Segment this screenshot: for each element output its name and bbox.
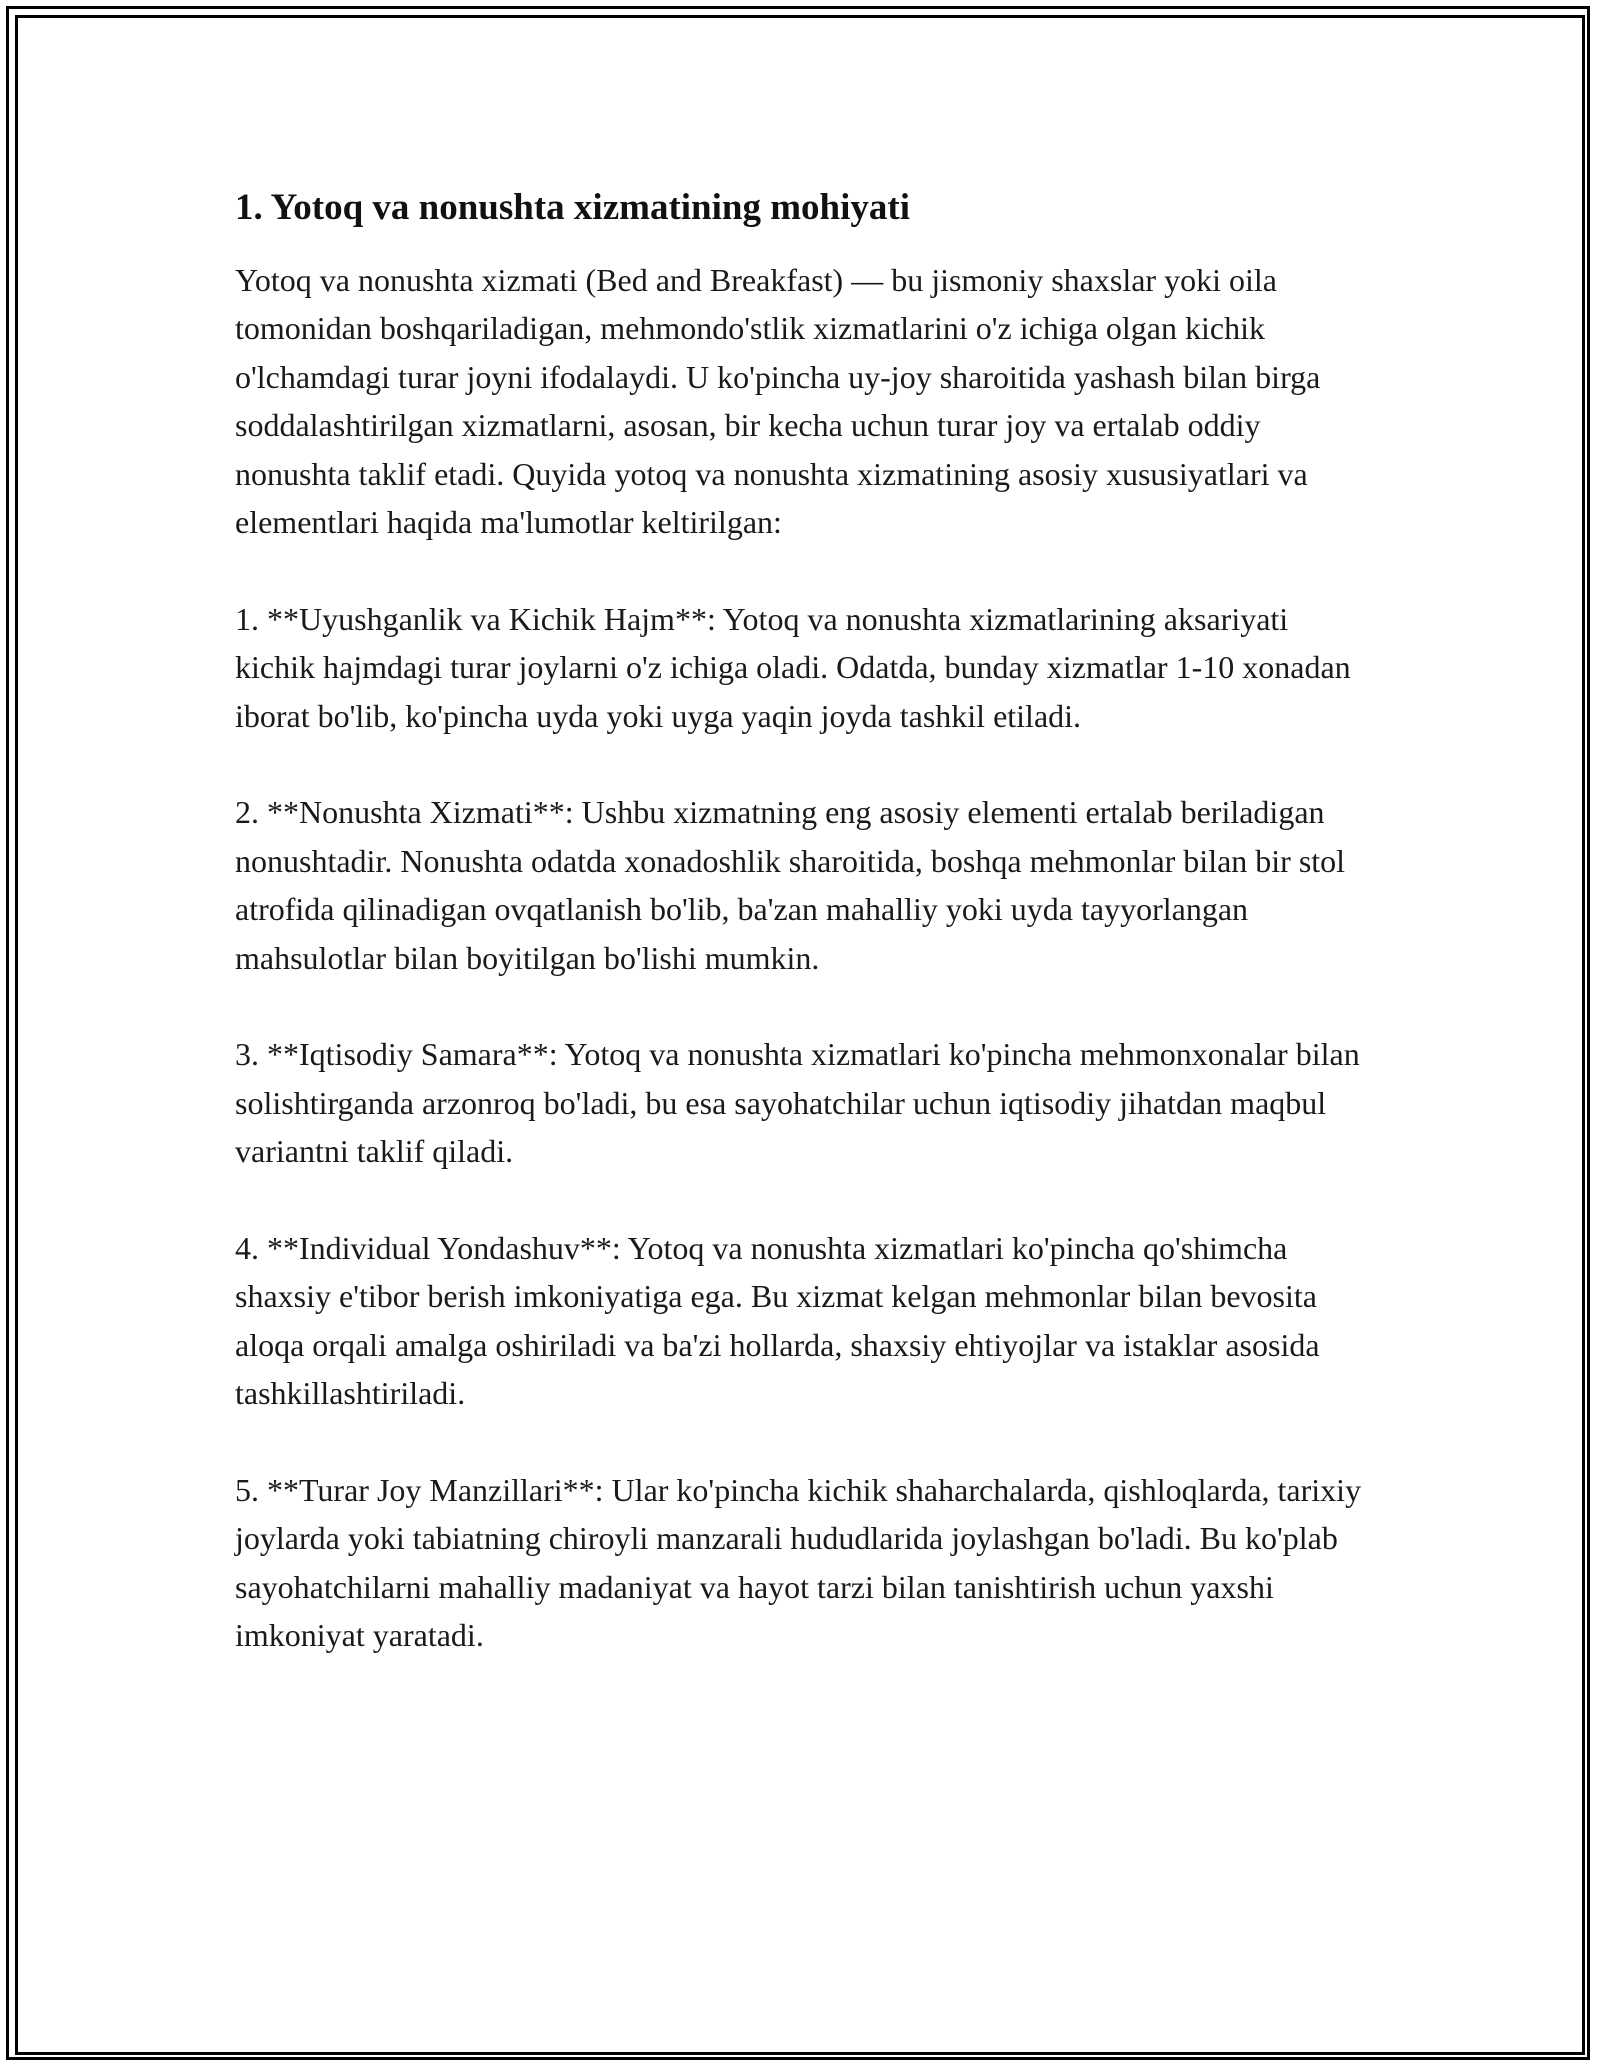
list-item: 5. **Turar Joy Manzillari**: Ular ko'pincha kichik shaharchalarda, qishloqlarda, tarixiy joylarda yoki tabiatning chiroyli manzarali hududlarida joylashgan bo'ladi. Bu ko'plab sayohatchilarni mahalliy madaniyat va hayot tarzi bilan tanishtirish uchun yaxshi imkoniyat yaratadi. bbox=[235, 1472, 1362, 1654]
list-item: 2. **Nonushta Xizmati**: Ushbu xizmatning eng asosiy elementi ertalab beriladigan nonushtadir. Nonushta odatda xonadoshlik sharoitida, boshqa mehmonlar bilan bir stol atrofida qilinadigan ovqatlanish bo'lib, ba'zan mahalliy yoki uyda tayyorlangan mahsulotlar bilan boyitilgan bo'lishi mumkin. bbox=[235, 794, 1346, 976]
list-item: 3. **Iqtisodiy Samara**: Yotoq va nonushta xizmatlari ko'pincha mehmonxonalar bilan solishtirganda arzonroq bo'ladi, bu esa sayohatchilar uchun iqtisodiy jihatdan maqbul variantni taklif qiladi. bbox=[235, 1036, 1360, 1170]
intro-paragraph: Yotoq va nonushta xizmati (Bed and Breakfast) — bu jismoniy shaxslar yoki oila tomonidan boshqariladigan, mehmondo'stlik xizmatlarini o'z ichiga olgan kichik o'lchamdagi turar joyni ifodalaydi. U ko'pincha uy-joy sharoitida yashash bilan birga soddalashtirilgan xizmatlarni, asosan, bir kecha uchun turar joy va ertalab oddiy nonushta taklif etadi. Quyida yotoq va nonushta xizmatining asosiy xususiyatlari va elementlari haqida ma'lumotlar keltirilgan: bbox=[235, 262, 1321, 541]
list-item: 1. **Uyushganlik va Kichik Hajm**: Yotoq va nonushta xizmatlarining aksariyati kichik hajmdagi turar joylarni o'z ichiga oladi. Odatda, bunday xizmatlar 1-10 xonadan iborat bo'lib, ko'pincha uyda yoki uyga yaqin joyda tashkil etiladi. bbox=[235, 600, 1351, 734]
list-item: 4. **Individual Yondashuv**: Yotoq va nonushta xizmatlari ko'pincha qo'shimcha shaxsiy e'tibor berish imkoniyatiga ega. Bu xizmat kelgan mehmonlar bilan bevosita aloqa orqali amalga oshiriladi va ba'zi hollarda, shaxsiy ehtiyojlar va istaklar asosida tashkillashtiriladi. bbox=[235, 1230, 1320, 1412]
document-title: 1. Yotoq va nonushta xizmatining mohiyati bbox=[235, 187, 911, 228]
document-page bbox=[235, 186, 1365, 1708]
